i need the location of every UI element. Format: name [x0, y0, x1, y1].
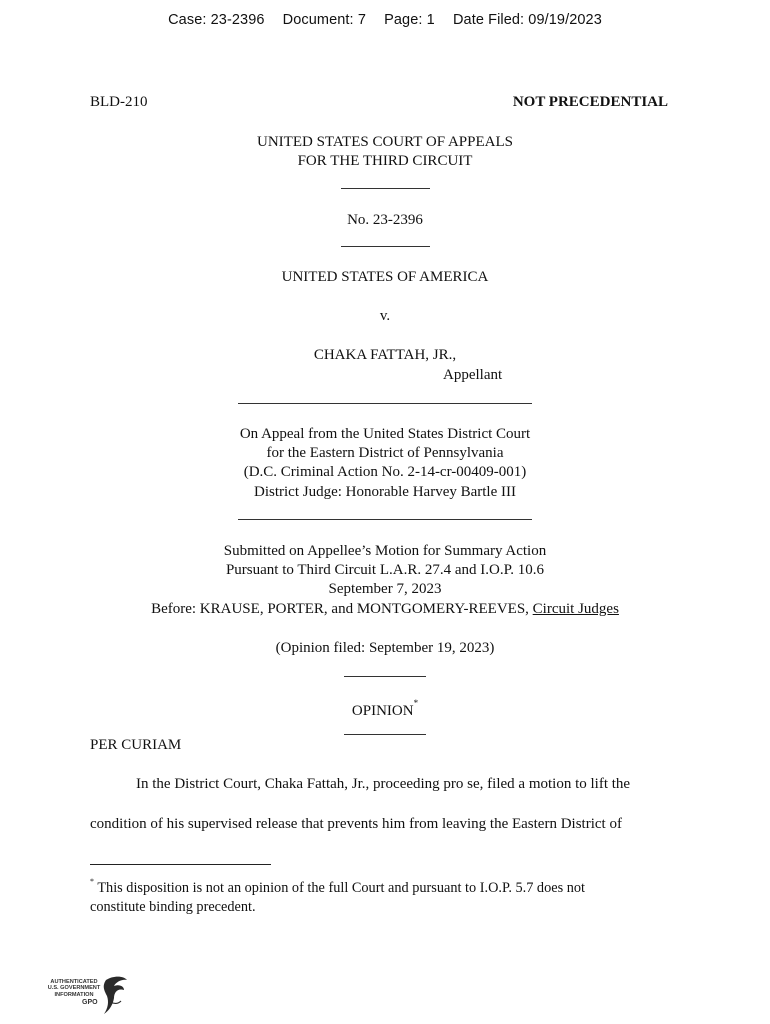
filing-header	[0, 12, 770, 28]
page-number-header: Page: 1	[384, 12, 435, 28]
appeal-line1: On Appeal from the United States District Court	[239, 426, 531, 442]
appellant-role: Appellant	[443, 367, 503, 383]
precedential-label: NOT PRECEDENTIAL	[512, 94, 668, 110]
separator-rule	[341, 188, 430, 189]
gpo-authentication-seal	[44, 974, 130, 1018]
separator-rule	[344, 734, 426, 735]
court-name-line1: UNITED STATES COURT OF APPEALS	[257, 134, 513, 150]
opinion-title: OPINION	[351, 703, 414, 719]
footnote-mark: *	[90, 877, 94, 886]
gpo-line3: INFORMATION	[54, 991, 94, 998]
per-curiam: PER CURIAM	[90, 737, 182, 753]
footnote	[90, 874, 690, 917]
footnote-reference: *	[413, 698, 419, 708]
court-name-line2: FOR THE THIRD CIRCUIT	[297, 153, 473, 169]
date-filed-header: Date Filed: 09/19/2023	[452, 12, 602, 28]
circuit-judges-label: Circuit Judges	[532, 601, 619, 617]
separator-rule	[238, 519, 532, 520]
separator-rule	[344, 676, 426, 677]
separator-rule	[341, 246, 430, 247]
case-number-header: Case: 23-2396	[168, 12, 265, 28]
district-judge: District Judge: Honorable Harvey Bartle III	[254, 484, 516, 500]
gpo-line1: AUTHENTICATED	[50, 979, 98, 985]
case-number: No. 23-2396	[347, 212, 423, 228]
submission-date: September 7, 2023	[328, 581, 442, 597]
footnote-text1: This disposition is not an opinion of the full Court and pursuant to I.O.P. 5.7 does not	[94, 879, 585, 896]
document-number-header: Document: 7	[282, 12, 366, 28]
separator-rule	[238, 403, 532, 404]
plaintiff-name: UNITED STATES OF AMERICA	[281, 269, 489, 285]
footnote-line1	[90, 874, 690, 898]
versus-text: v.	[379, 308, 391, 324]
submission-line2: Pursuant to Third Circuit L.A.R. 27.4 and I.O.P. 10.6	[225, 562, 545, 578]
body-line1: In the District Court, Chaka Fattah, Jr., proceeding pro se, filed a motion to lift the	[136, 776, 631, 792]
gpo-logo-text: GPO	[82, 999, 98, 1006]
panel-judges: Before: KRAUSE, PORTER, and MONTGOMERY-REEVES,	[151, 601, 533, 617]
body-line2: condition of his supervised release that prevents him from leaving the Eastern District of	[90, 816, 622, 832]
submission-line1: Submitted on Appellee’s Motion for Summary Action	[223, 543, 547, 559]
opinion-filed-date: (Opinion filed: September 19, 2023)	[275, 640, 495, 656]
defendant-name: CHAKA FATTAH, JR.,	[313, 347, 457, 363]
appeal-line3: (D.C. Criminal Action No. 2-14-cr-00409-001)	[243, 464, 527, 480]
footnote-rule	[90, 864, 271, 865]
panel-line	[0, 600, 770, 620]
gpo-line2: U.S. GOVERNMENT	[47, 985, 101, 992]
opinion-title-wrap	[0, 697, 770, 722]
appeal-line2: for the Eastern District of Pennsylvania	[266, 445, 504, 461]
doc-code: BLD-210	[90, 94, 148, 110]
footnote-line2: constitute binding precedent.	[90, 898, 256, 915]
